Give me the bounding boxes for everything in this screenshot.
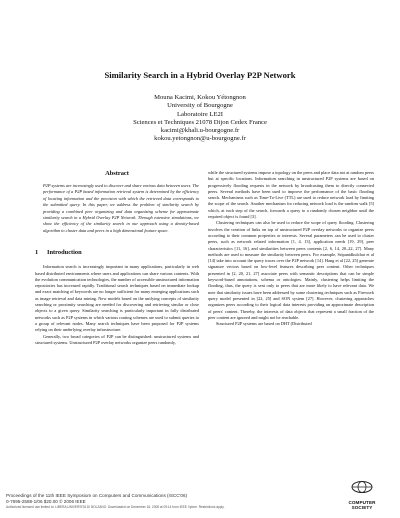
logo-text-computer: COMPUTER [348, 500, 376, 505]
left-column [35, 170, 199, 346]
right-paragraph-1: while the structured systems impose a topology on the peers and place data not at random peers but at specific locations. Information searching in unstructured P2P systems are based on progressively flooding requests in the network by broadcasting them to directly connected peers. Several methods have been used to improve the performance of the basic flooding search. Mechanisms such as Time-To-Live (TTL) are used to reduce network load by limiting the scope of the search. Another mechanism for reducing network load is the random walk [5] which, at each step of the search, forwards a query to a randomly chosen neighbor until the required object is found [3]. [208, 170, 374, 220]
footer-license: Authorized licensed use limited to: LIBERA UNIVERSITA DI BOLZANO. Downloaded on December 16, 2008 at 09:14 from IEEE Xplore. Restrictions apply. [6, 505, 225, 509]
author-email-1: kacimi@khali.u-bourgogne.fr [160, 127, 240, 135]
abstract-heading: Abstract [105, 170, 129, 177]
intro-paragraph-1: Information search is increasingly important in many applications, particularly in web based distributed environments where users and applications can share various contents. With the evolution communication technologies, the number of accessible unstructured information repositories has increased rapidly. Traditional search techniques based on immediate lookup and exact matching of keywords are no longer sufficient for many emerging applications such as image retrieval and data mining. New models based on the unifying concepts of similarity searching or proximity searching are needed for discovering and retrieving similar or close objects to a given query. Similarity searching is particularly important in fully distributed networks such as P2P systems in which various routing schemes are used to submit queries to a group of relevant nodes. Many search techniques have been proposed for P2P systems relying on their underlying overlay infrastructure. [35, 264, 199, 333]
computer-society-logo [342, 480, 382, 510]
paper-title: Similarity Search in a Hybrid Overlay P2P Network [104, 70, 296, 80]
page-footer [6, 493, 225, 510]
affiliation-university: University of Bourgogne [167, 102, 233, 110]
logo-text-society: SOCIETY [351, 505, 373, 510]
section-number: 1 [35, 249, 39, 257]
author-email-2: kokou.yetongnon@u-bourgogne.fr [154, 135, 246, 143]
author-names: Mouna Kacimi, Kokou Yétongnon [154, 94, 246, 101]
footer-isbn: 0-7695-2588-1/06 $20.00 © 2006 IEEE [6, 499, 86, 504]
footer-proceedings: Proceedings of the 11th IEEE Symposium on Computers and Communications (ISCC'06) [6, 493, 188, 498]
right-paragraph-2: Clustering techniques can also be used to reduce the scope of query flooding. Clustering involves the creation of links on top of unstructured P2P overlay networks to organize peers according to their common properties or interests. Several parameters can be used to cluster peers, such as network related information [1, 4, 13], application needs [19, 29], peer characteristics [11, 16], and similarities between peers contents [2, 6, 14, 20–22, 27]. Many methods are used to measure the similarity between peers. For example, Sripanidkulchai et al [14] take into account the query traces over the P2P network [14]. Hang et al [22, 25] generate signature vectors based on low-level features describing peer content. Other techniques presented in [2, 20, 21, 27] associate peers with semantic descriptions that can be simple keyword-based annotations, schema or ontologies. Mainly, clustering helps limiting the flooding, thus, the query is sent only to peers that are more likely to have relevant data. We note that similarity issues have been addressed by some clustering techniques such as Firework query model presented in [22, 25] and SON system [27]. However, clustering approaches organizes peers according to their logical data interests providing an approximate description of peers' content. Thereby, the interests of data objects that represent a small fraction of the peer content are ignored and might not be reachable. [208, 220, 374, 320]
right-column [208, 170, 374, 327]
right-paragraph-3: Structured P2P systems are based on DHT (Distributed [216, 321, 312, 327]
abstract-text: P2P systems are increasingly used to discover and share various data between users. The performance of a P2P based information retrieval system is determined by the efficiency of locating information and the precision with which the retrieved data corresponds to the submitted query. In this paper, we address the problem of similarity search by providing a combined peer organizing and data organizing scheme for approximate similarity search in a Hybrid Overlay P2P Network. Through extensive simulations, we show the efficiency of the similarity search in our approach using a density-based algorithm to cluster data and peers in a high dimensional feature space. [43, 183, 199, 233]
section-heading-introduction [35, 249, 199, 256]
computer-society-emblem-icon [350, 480, 374, 494]
affiliation-address: Sciences et Techniques 21078 Dijon Cedex France [133, 118, 267, 126]
intro-paragraph-2: Generally, two broad categories of P2P can be distinguished: unstructured systems and structured systems. Unstructured P2P overlay networks organize peers randomly, [35, 333, 199, 345]
section-title: Introduction [47, 249, 82, 257]
affiliation-lab: Laboratoire LE2I [177, 110, 223, 118]
author-block [0, 94, 400, 144]
